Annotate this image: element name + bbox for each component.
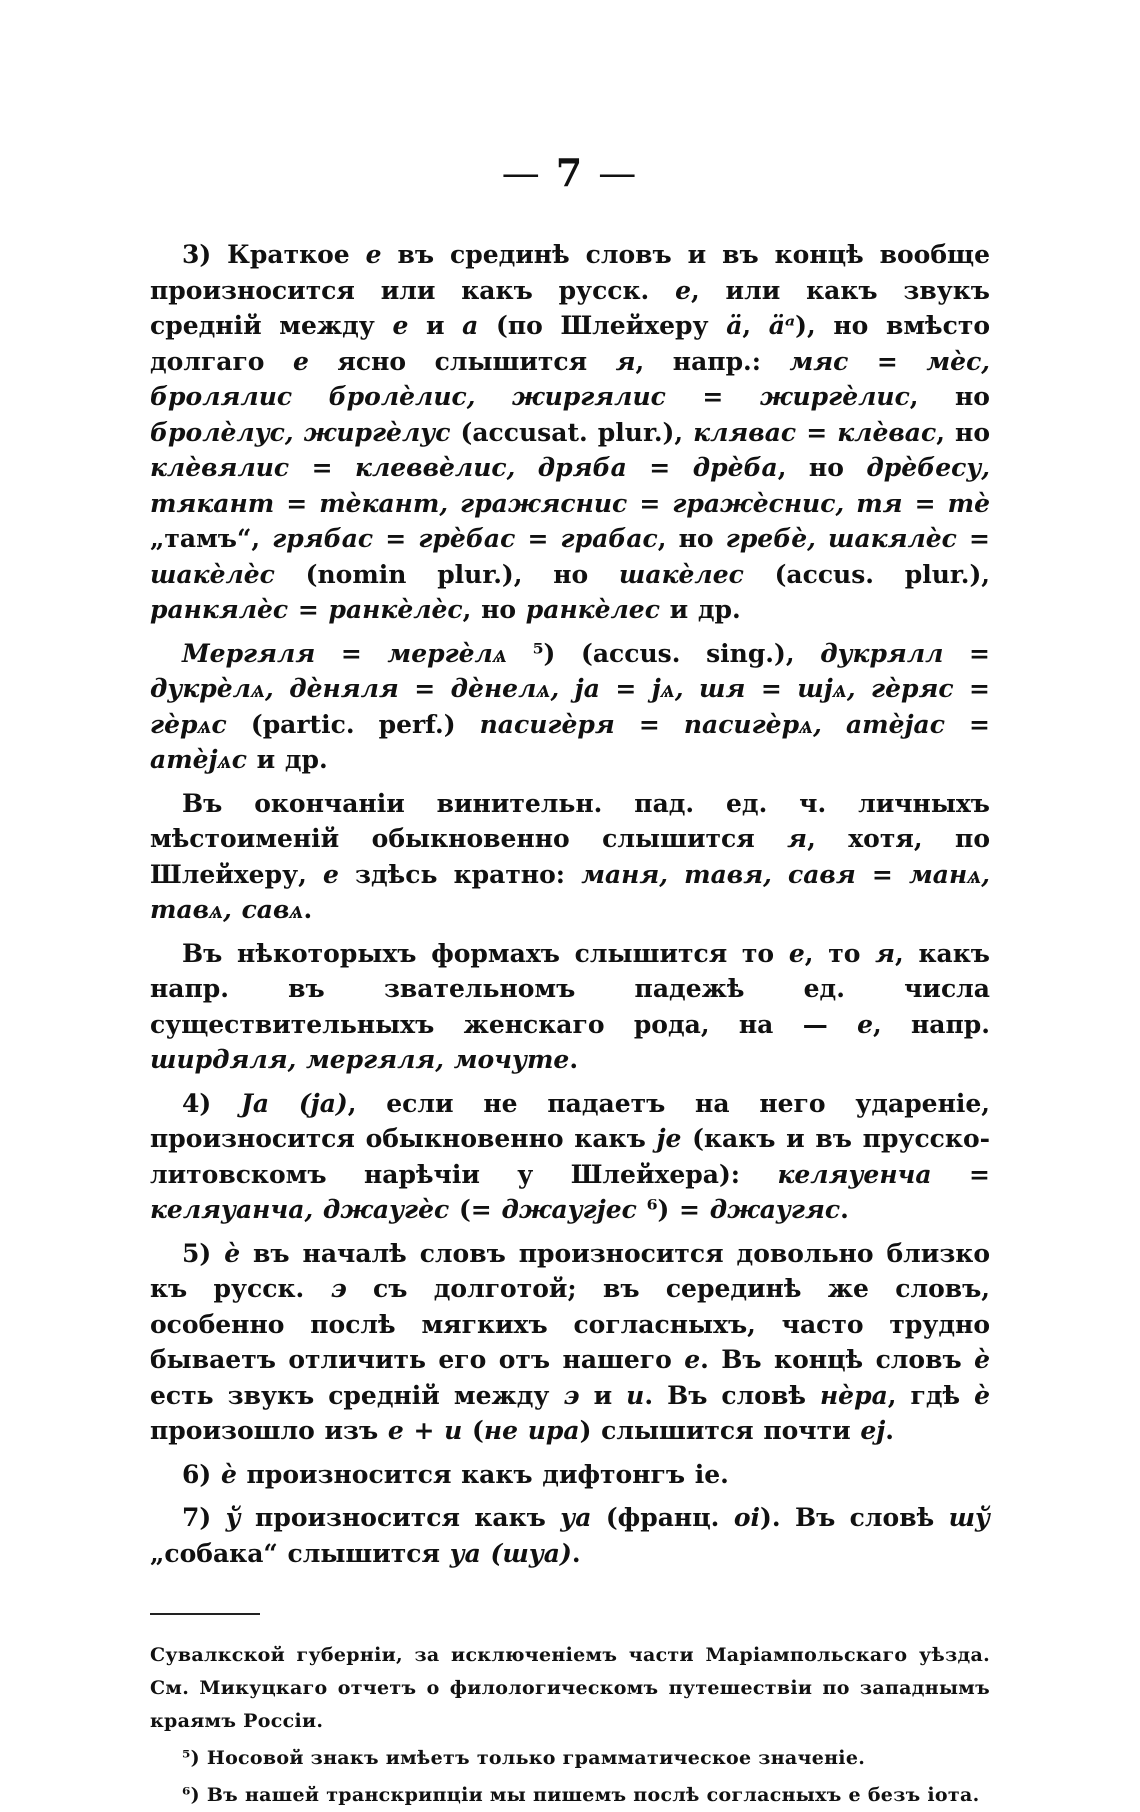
text-run: 5) (182, 1238, 225, 1268)
text-run: 4) (182, 1088, 242, 1118)
page-number-value: 7 (555, 150, 585, 195)
text-run: , но (657, 524, 726, 553)
text-run: (accus. plur.), (743, 559, 991, 589)
italic-run: дукрялл = дукрѐлѧ, дѐняля = дѐнелѧ, ја = јѧ, шя = шјѧ, гѐряс = гѐрѧс (150, 638, 990, 739)
paragraph-4 (150, 936, 990, 1078)
text-run: , гдѣ (887, 1380, 975, 1410)
text-run: . (303, 895, 313, 924)
text-run: , напр. (872, 1009, 990, 1039)
text-run: . (571, 1538, 581, 1568)
paragraph-1 (150, 237, 990, 628)
footnote-5: ⁵) Носовой знакъ имѣетъ только грамматическое значеніе. (182, 1747, 866, 1769)
text-run: и др. (246, 745, 328, 774)
italic-run: уа (560, 1503, 592, 1532)
text-run: ясно слышится (308, 346, 616, 376)
text-run: Въ нѣкоторыхъ формахъ слышится то (182, 938, 789, 968)
italic-run: и (626, 1380, 645, 1410)
italic-run: а (462, 311, 479, 340)
text-run: и др. (659, 595, 741, 624)
text-run: . (569, 1045, 579, 1074)
text-run: , или какъ звукъ средній между (150, 275, 990, 340)
italic-run: ранкѐлес (525, 595, 660, 624)
text-run: , но (462, 595, 526, 624)
text-run: 3) Краткое (182, 240, 366, 269)
text-run: и (408, 311, 463, 340)
text-run: . (885, 1416, 894, 1445)
page-number (150, 150, 990, 195)
italic-run: ў (225, 1503, 241, 1532)
italic-run: је (656, 1124, 682, 1153)
text-run: и (579, 1380, 627, 1410)
italic-run: не ира (483, 1416, 580, 1445)
italic-run: келяуенча = келяуанча, джаугѐс (150, 1159, 990, 1224)
body-text (150, 237, 990, 1571)
paragraph-2 (150, 636, 990, 778)
footnote-separator (150, 1613, 260, 1615)
italic-run: я (875, 938, 896, 968)
italic-run: oi (733, 1503, 760, 1532)
paragraph-6 (150, 1236, 990, 1449)
italic-run: дрѐбесу, тякант = тѐкант, гражяснис = гражѐснис, тя = тѐ (150, 453, 990, 518)
page-number-dash-left: — (501, 151, 542, 195)
italic-run: еј (860, 1416, 886, 1445)
paragraph-8 (150, 1500, 990, 1571)
italic-run: пасигѐря = пасигѐрѧ, атѐјас = атѐјѧс (150, 709, 990, 774)
paragraph-7 (150, 1457, 990, 1493)
italic-run: е (322, 859, 339, 889)
italic-run: мяс = мѐс, бролялис бролѐлис, жиргялис = жиргѐлис (150, 346, 990, 411)
text-run: есть звукъ средній между (150, 1380, 564, 1410)
text-run: въ началѣ словъ произносится довольно близко къ русск. (150, 1238, 990, 1303)
text-run: въ срединѣ словъ и въ концѣ вообще произносится или какъ русск. (150, 240, 990, 305)
italic-run: джаугяс (709, 1195, 841, 1224)
italic-run: грябас = грѐбас = грабас (272, 524, 658, 553)
text-run: , (742, 311, 769, 340)
italic-run: ширдяля, мергяля, мочуте (150, 1045, 570, 1074)
text-run: , хотя, по Шлейхеру, (150, 824, 990, 889)
text-run: , если не падаетъ на него удареніе, произносится обыкновенно какъ (150, 1088, 990, 1153)
text-run: (accusat. plur.), (450, 417, 694, 447)
italic-run: нѐра (819, 1380, 888, 1410)
text-run: , но (777, 453, 867, 482)
text-run: ). Въ словѣ (759, 1503, 949, 1532)
text-run: Въ окончаніи винительн. пад. ед. ч. личныхъ мѣстоименій обыкновенно слышится (150, 788, 990, 853)
text-run: , то (804, 938, 876, 968)
italic-run: äᵃ (768, 311, 796, 340)
italic-run: джаугјес (501, 1195, 637, 1224)
italic-run: ѐ (974, 1345, 990, 1374)
text-run: ⁵) (accus. sing.), (506, 638, 821, 668)
text-run: (partic. perf.) (226, 709, 480, 739)
text-run: ( (462, 1416, 484, 1445)
text-run: (nomin plur.), но (274, 559, 619, 589)
text-run: (= (449, 1195, 502, 1224)
italic-run: ѐ (224, 1238, 241, 1268)
italic-run: шакѐлес (618, 559, 744, 589)
italic-run: ä (726, 311, 743, 340)
italic-run: Мергяля = мергѐлѧ (182, 638, 507, 668)
page-number-dash-right: — (598, 151, 639, 195)
footnote-continuation: Сувалкской губерніи, за исключеніемъ части Маріампольскаго уѣзда. См. Микуцкаго отчетъ о филологическомъ путешествіи по западнымъ краямъ Россіи. (150, 1644, 990, 1732)
text-run: произносится какъ (240, 1503, 561, 1532)
italic-run: е (392, 311, 409, 340)
italic-run: маня, тавя, савя = манѧ, тавѧ, савѧ (150, 859, 991, 924)
text-run: . Въ концѣ словъ (700, 1345, 975, 1374)
italic-run: клявас = клѐвас (693, 417, 937, 447)
text-run: произошло изъ (150, 1416, 388, 1445)
italic-run: шў (948, 1503, 990, 1532)
text-run: „тамъ“, (150, 524, 273, 553)
italic-run: е (365, 240, 382, 269)
text-run: , но (909, 382, 990, 411)
paragraph-5 (150, 1086, 990, 1228)
italic-run: е (684, 1345, 701, 1374)
text-run: 6) (182, 1459, 221, 1489)
italic-run: ранкялѐс = ранкѐлѐс (150, 595, 463, 624)
italic-run: е (788, 938, 805, 968)
italic-run: клѐвялис = клеввѐлис, дряба = дрѐба (150, 453, 778, 482)
text-run: (какъ и въ прусско-литовскомъ нарѣчіи у Шлейхера): (150, 1124, 990, 1189)
paragraph-3 (150, 786, 990, 928)
text-run: , но (936, 417, 990, 447)
text-run: , напр.: (635, 346, 790, 376)
text-run: 7) (182, 1503, 226, 1532)
text-run: , какъ напр. въ звательномъ падежѣ ед. числа существительныхъ женскаго рода, на — (150, 938, 990, 1039)
italic-run: я (615, 346, 636, 376)
italic-run: Ја (ја) (241, 1088, 348, 1118)
text-run: (по Шлейхеру (478, 311, 727, 340)
italic-run: е (293, 346, 309, 376)
italic-run: ѐ (220, 1459, 237, 1489)
italic-run: гребѐ, шакялѐс = шакѐлѐс (150, 524, 991, 589)
italic-run: е (857, 1009, 873, 1039)
text-run: (франц. (591, 1503, 734, 1532)
text-run: ), но вмѣсто долгаго (150, 311, 990, 376)
italic-run: ѐ (974, 1380, 990, 1410)
text-run: съ долготой; въ серединѣ же словъ, особенно послѣ мягкихъ согласныхъ, часто трудно бываетъ отличить его отъ нашего (150, 1274, 990, 1374)
italic-run: е (675, 275, 692, 305)
italic-run: э (330, 1274, 347, 1303)
text-run: ⁶) = (636, 1195, 710, 1224)
italic-run: бролѐлус, жиргѐлус (150, 417, 451, 447)
footnotes (150, 1639, 990, 1812)
italic-run: уа (шуа) (449, 1538, 572, 1568)
italic-run: я (787, 824, 808, 853)
italic-run: э (563, 1380, 580, 1410)
text-run: ) слышится почти (579, 1416, 861, 1445)
footnote-6: ⁶) Въ нашей транскрипціи мы пишемъ послѣ согласныхъ е безъ іота. (182, 1784, 980, 1806)
text-run: . Въ словѣ (644, 1380, 820, 1410)
text-run: здѣсь кратно: (338, 859, 582, 889)
italic-run: е + и (387, 1416, 463, 1445)
text-run: произносится какъ дифтонгъ іе. (236, 1459, 729, 1489)
text-run: „собака“ слышится (150, 1538, 450, 1568)
text-run: . (840, 1195, 849, 1224)
